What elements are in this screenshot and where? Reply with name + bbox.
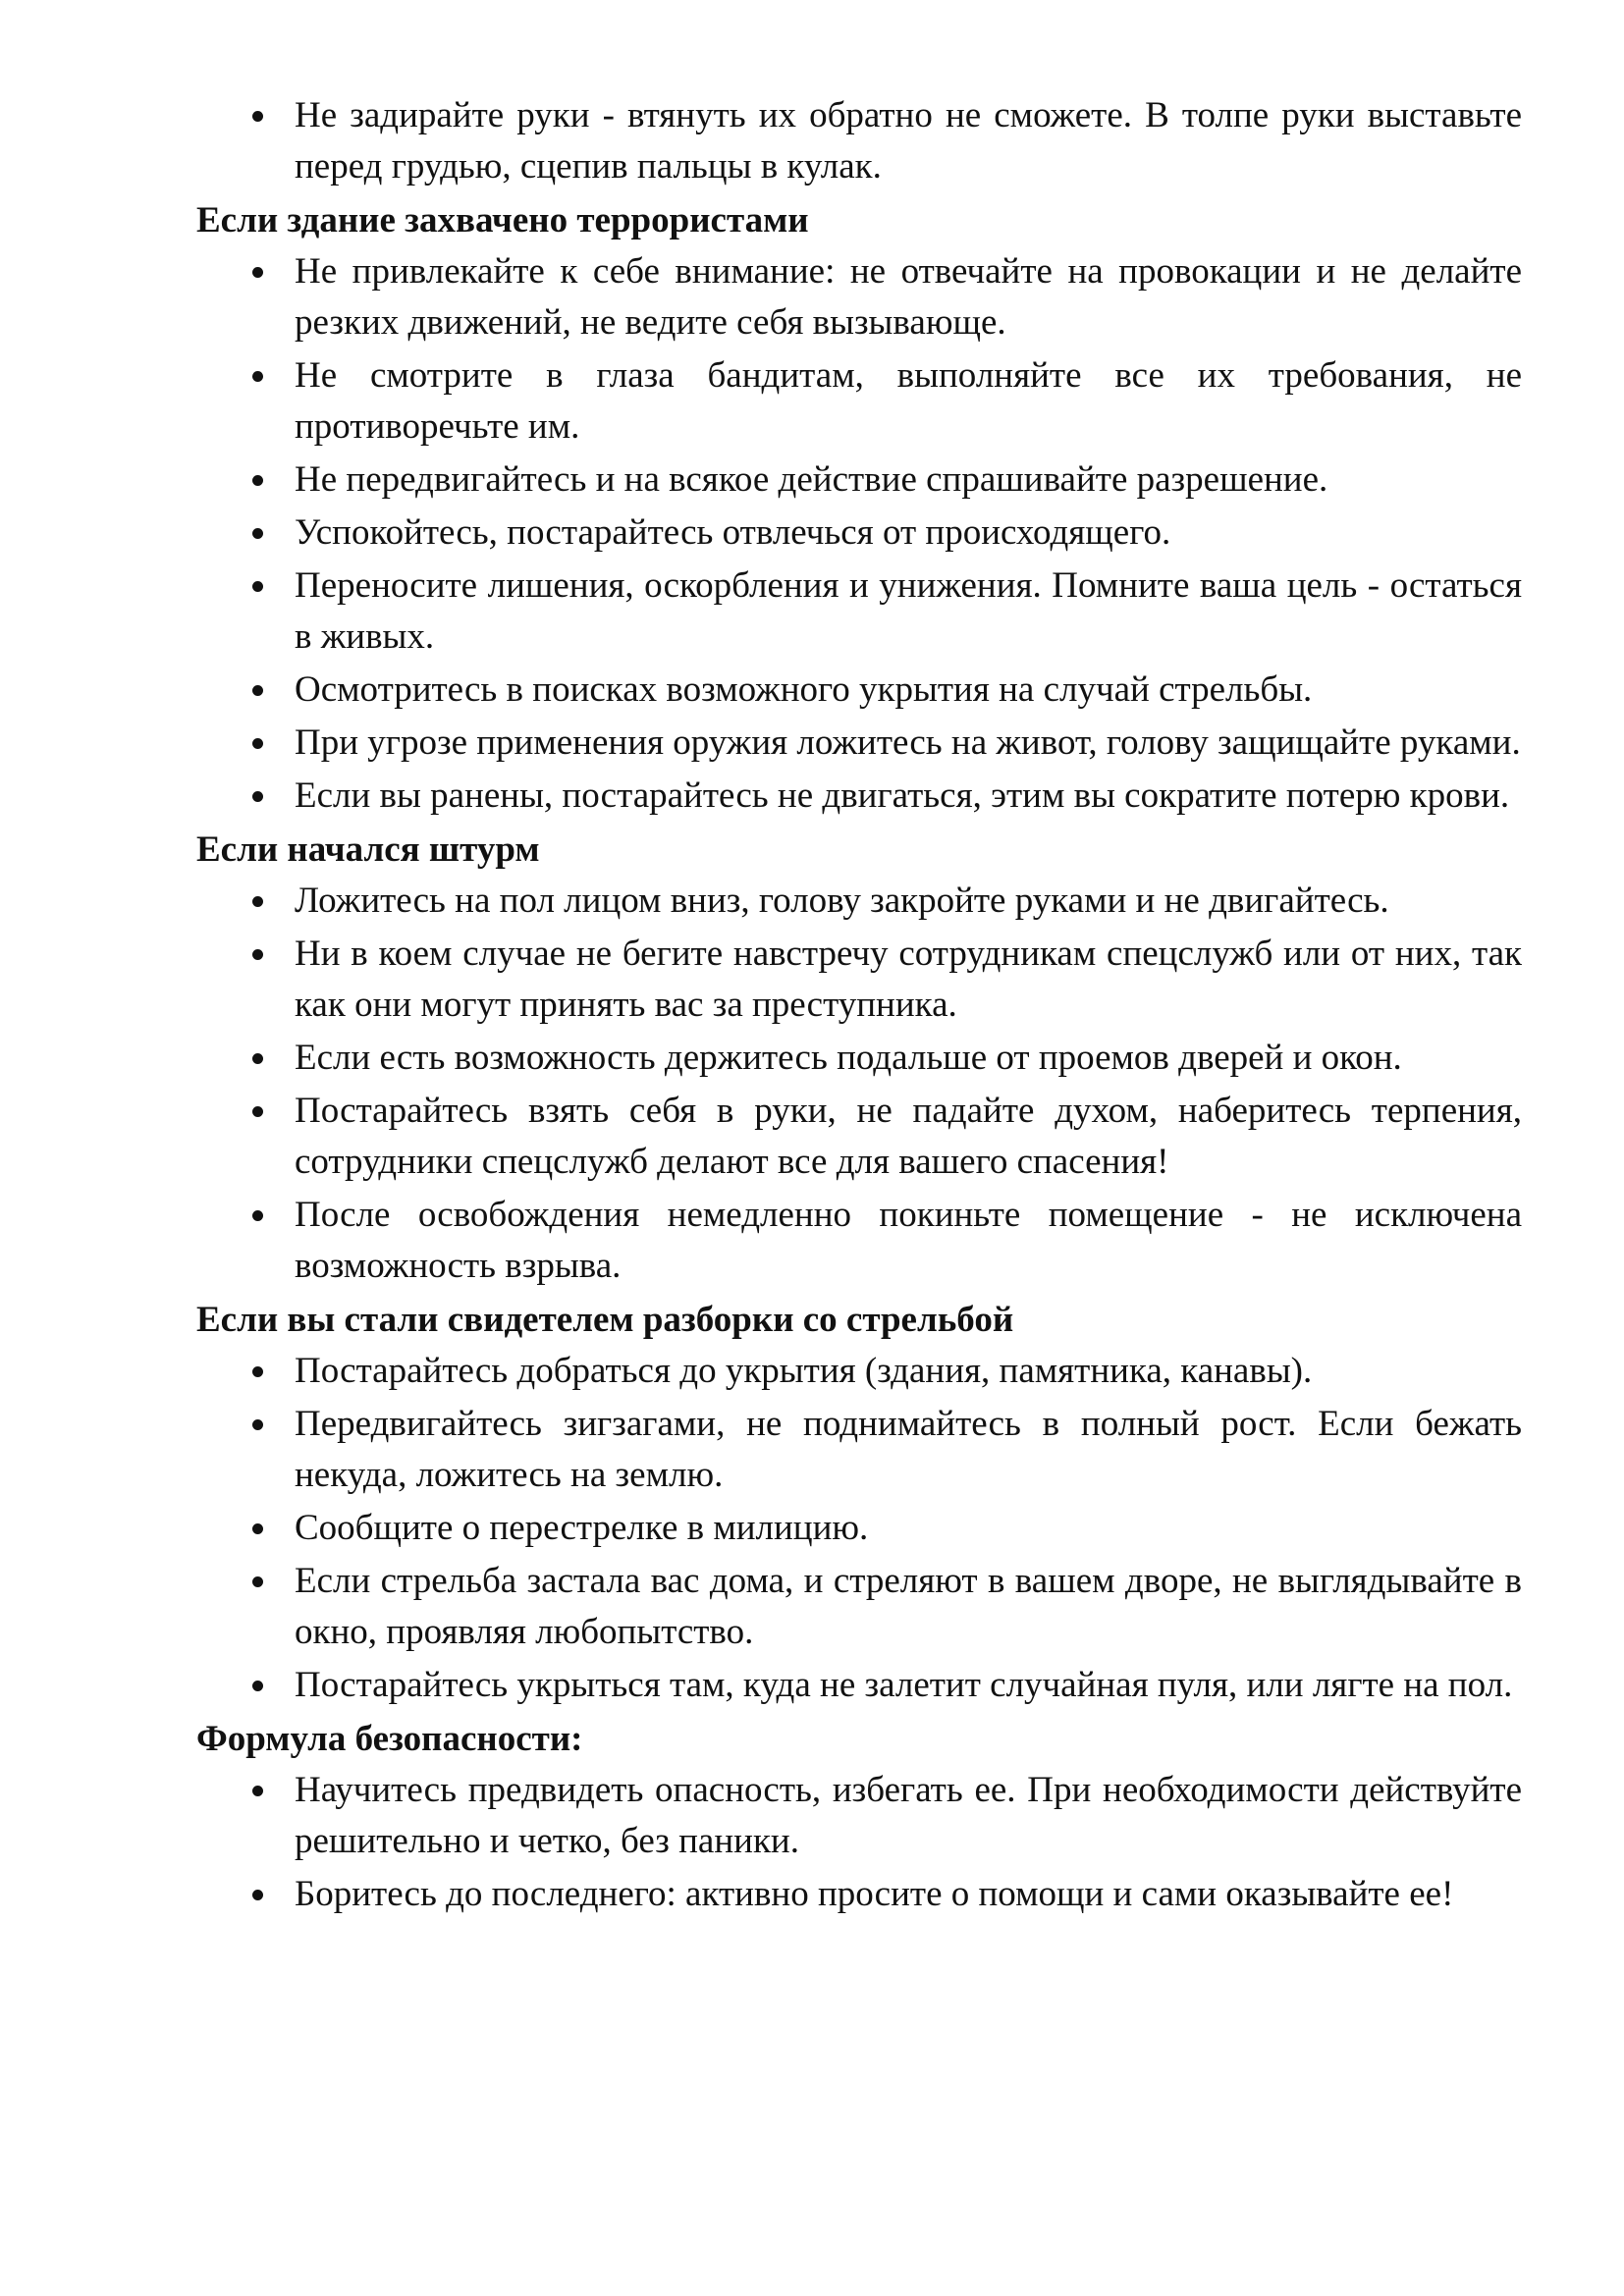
list-item-text: Не смотрите в глаза бандитам, выполняйте все их требования, не противоречьте им.: [295, 355, 1522, 447]
list-item: [196, 1660, 1522, 1711]
bullet-icon: [252, 949, 263, 960]
bullet-icon: [252, 528, 263, 539]
bullet-icon: [252, 1210, 263, 1221]
bullet-icon: [252, 1366, 263, 1377]
list-item: [196, 929, 1522, 1031]
section-list: [196, 1765, 1522, 1920]
list-item-text: После освобождения немедленно покиньте помещение - не исключена возможность взрыва.: [295, 1195, 1522, 1286]
section-heading: Если начался штурм: [196, 829, 540, 870]
list-item: [196, 1033, 1522, 1084]
list-item: [196, 350, 1522, 453]
list-item: [196, 561, 1522, 663]
list-item: [196, 1556, 1522, 1658]
list-item: [196, 1503, 1522, 1554]
list-item: [196, 1765, 1522, 1867]
list-item-text: Успокойтесь, постарайтесь отвлечься от происходящего.: [295, 512, 1171, 553]
bullet-icon: [252, 267, 263, 278]
bullet-icon: [252, 1681, 263, 1691]
intro-list: [196, 90, 1522, 192]
list-item-text: Научитесь предвидеть опасность, избегать ее. При необходимости действуйте решительно и четко, без паники.: [295, 1770, 1522, 1861]
list-item: [196, 90, 1522, 192]
document-page: [196, 90, 1522, 1922]
list-item-text: Ни в коем случае не бегите навстречу сотрудникам спецслужб или от них, так как они могут принять вас за преступника.: [295, 934, 1522, 1025]
list-item: [196, 1086, 1522, 1188]
list-item: [196, 1869, 1522, 1920]
list-item: [196, 507, 1522, 559]
list-item-text: Не привлекайте к себе внимание: не отвечайте на провокации и не делайте резких движений, не ведите себя вызывающе.: [295, 251, 1522, 343]
list-item-text: Сообщите о перестрелке в милицию.: [295, 1508, 869, 1548]
list-item: [196, 1346, 1522, 1397]
bullet-icon: [252, 1106, 263, 1117]
bullet-icon: [252, 371, 263, 382]
list-item: [196, 454, 1522, 506]
list-item: [196, 665, 1522, 716]
list-item-text: Не передвигайтесь и на всякое действие спрашивайте разрешение.: [295, 459, 1328, 500]
list-item-text: Постарайтесь взять себя в руки, не падайте духом, наберитесь терпения, сотрудники спецслужб делают все для вашего спасения!: [295, 1091, 1522, 1182]
list-item-text: Постарайтесь добраться до укрытия (здания, памятника, канавы).: [295, 1351, 1313, 1391]
bullet-icon: [252, 685, 263, 696]
list-item-text: Переносите лишения, оскорбления и унижения. Помните ваша цель - остаться в живых.: [295, 565, 1522, 657]
bullet-icon: [252, 1786, 263, 1796]
list-item: [196, 718, 1522, 769]
bullet-icon: [252, 1890, 263, 1900]
section-list: [196, 1346, 1522, 1711]
bullet-icon: [252, 791, 263, 802]
bullet-icon: [252, 475, 263, 486]
section-heading: Если вы стали свидетелем разборки со стрельбой: [196, 1300, 1014, 1340]
list-item-text: Осмотритесь в поисках возможного укрытия на случай стрельбы.: [295, 669, 1313, 710]
bullet-icon: [252, 738, 263, 749]
bullet-icon: [252, 1053, 263, 1064]
list-item-text: Не задирайте руки - втянуть их обратно не сможете. В толпе руки выставьте перед грудью, сцепив пальцы в кулак.: [295, 95, 1522, 187]
bullet-icon: [252, 1523, 263, 1534]
section-heading: Если здание захвачено террористами: [196, 200, 809, 240]
bullet-icon: [252, 1419, 263, 1430]
list-item-text: Передвигайтесь зигзагами, не поднимайтесь в полный рост. Если бежать некуда, ложитесь на землю.: [295, 1404, 1522, 1495]
bullet-icon: [252, 896, 263, 907]
list-item-text: Если вы ранены, постарайтесь не двигаться, этим вы сократите потерю крови.: [295, 775, 1510, 816]
bullet-icon: [252, 111, 263, 122]
list-item-text: Ложитесь на пол лицом вниз, голову закройте руками и не двигайтесь.: [295, 881, 1389, 921]
list-item: [196, 1399, 1522, 1501]
list-item: [196, 876, 1522, 927]
list-item: [196, 246, 1522, 348]
list-item-text: Постарайтесь укрыться там, куда не залетит случайная пуля, или лягте на пол.: [295, 1665, 1513, 1705]
list-item-text: Если стрельба застала вас дома, и стреляют в вашем дворе, не выглядывайте в окно, проявляя любопытство.: [295, 1561, 1522, 1652]
bullet-icon: [252, 581, 263, 592]
list-item-text: При угрозе применения оружия ложитесь на живот, голову защищайте руками.: [295, 722, 1521, 763]
list-item: [196, 1190, 1522, 1292]
list-item-text: Боритесь до последнего: активно просите о помощи и сами оказывайте ее!: [295, 1874, 1454, 1914]
bullet-icon: [252, 1576, 263, 1587]
section-heading: Формула безопасности:: [196, 1719, 583, 1759]
list-item: [196, 771, 1522, 822]
list-item-text: Если есть возможность держитесь подальше от проемов дверей и окон.: [295, 1038, 1402, 1078]
section-list: [196, 246, 1522, 822]
section-list: [196, 876, 1522, 1292]
